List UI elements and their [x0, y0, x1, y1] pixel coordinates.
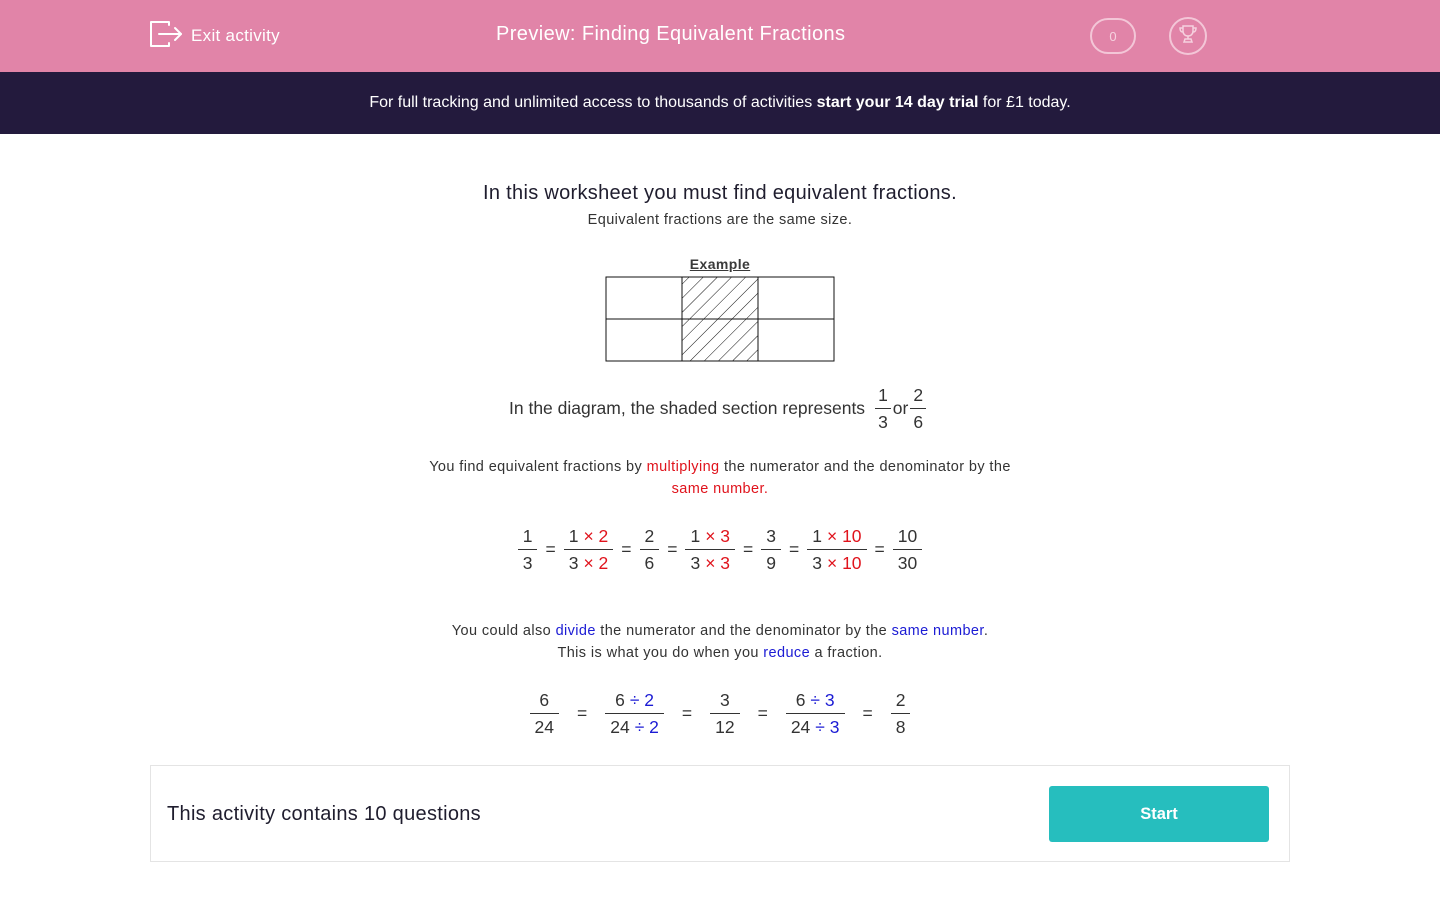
operation: × 10 — [826, 526, 862, 546]
top-bar — [0, 0, 1440, 72]
divide-text-1: You could also — [451, 623, 556, 639]
numerator — [715, 690, 735, 713]
operation: ÷ 2 — [634, 717, 659, 737]
numerator-value: 6 — [539, 690, 550, 710]
exit-icon — [149, 19, 183, 54]
denominator — [605, 713, 664, 737]
numerator-value: 1 — [568, 526, 579, 546]
numerator-value: 3 — [719, 690, 730, 710]
operation: ÷ 3 — [810, 690, 835, 710]
exit-activity-label: Exit activity — [191, 26, 280, 45]
example-grid-diagram — [605, 276, 837, 362]
denominator — [891, 713, 911, 737]
trophy-icon — [1177, 23, 1199, 50]
fraction — [893, 526, 922, 573]
numerator-value: 6 — [615, 690, 625, 710]
multiply-equation — [0, 526, 1440, 573]
intro-title: In this worksheet you must find equivalent fractions. — [483, 182, 957, 204]
fraction — [875, 385, 891, 432]
denominator — [530, 713, 559, 737]
denominator: 6 — [910, 408, 926, 432]
fraction — [685, 526, 735, 573]
intro-subtitle: Equivalent fractions are the same size. — [587, 212, 853, 228]
denominator — [761, 549, 781, 573]
denominator-value: 9 — [766, 553, 777, 573]
numerator-value: 10 — [897, 526, 918, 546]
score-badge: 0 — [1090, 18, 1136, 54]
divide-text-3: . — [983, 623, 989, 639]
denominator — [710, 713, 739, 737]
denominator-value: 12 — [715, 717, 735, 737]
page-title: Preview: Finding Equivalent Fractions — [496, 23, 846, 45]
fraction — [518, 526, 538, 573]
numerator — [791, 690, 840, 713]
question-count-text: This activity contains 10 questions — [167, 803, 481, 825]
equals-sign: = — [874, 539, 885, 559]
equals-sign: = — [757, 703, 768, 723]
trophy-button[interactable] — [1169, 17, 1207, 55]
fraction — [910, 385, 926, 432]
fraction — [807, 526, 866, 573]
divide-text-4: This is what you do when you — [557, 645, 764, 661]
operation: × 10 — [826, 553, 862, 573]
denominator-value: 24 — [790, 717, 811, 737]
numerator-value: 1 — [522, 526, 533, 546]
fraction — [530, 690, 559, 737]
denominator-value: 3 — [522, 553, 533, 573]
example-label: Example — [689, 256, 751, 272]
numerator-value: 1 — [812, 526, 822, 546]
multiply-text-1: You find equivalent fractions by — [429, 459, 647, 475]
numerator — [518, 526, 538, 549]
numerator-value: 6 — [795, 690, 806, 710]
equals-sign: = — [545, 539, 556, 559]
divide-explanation — [0, 620, 1440, 664]
denominator-value: 6 — [644, 553, 655, 573]
multiply-text-2: the numerator and the denominator by the — [719, 459, 1011, 475]
equals-sign: = — [576, 703, 588, 723]
divide-text-5: a fraction. — [810, 645, 883, 661]
denominator — [786, 713, 845, 737]
denominator-value: 8 — [895, 717, 906, 737]
equals-sign: = — [743, 539, 754, 559]
fraction — [761, 526, 781, 573]
divide-equation — [0, 690, 1440, 737]
operation: × 3 — [705, 526, 731, 546]
denominator-value: 3 — [568, 553, 579, 573]
numerator-value: 2 — [644, 526, 655, 546]
promo-banner — [0, 72, 1440, 134]
equals-sign: = — [667, 539, 678, 559]
operation: ÷ 2 — [629, 690, 655, 710]
or-text: or — [892, 397, 909, 418]
denominator-value: 3 — [690, 553, 701, 573]
denominator-value: 30 — [897, 553, 918, 573]
start-trial-link[interactable]: start your 14 day trial — [816, 94, 979, 111]
fraction — [710, 690, 739, 737]
same-number-highlight: same number. — [671, 481, 769, 497]
denominator — [564, 549, 614, 573]
numerator — [685, 526, 735, 549]
fraction — [786, 690, 845, 737]
numerator: 1 — [878, 384, 888, 405]
operation: × 3 — [705, 553, 731, 573]
exit-activity-button[interactable] — [149, 20, 280, 52]
fraction — [564, 526, 614, 573]
promo-text-prefix: For full tracking and unlimited access to thousands of activities — [369, 94, 817, 111]
divide-highlight: divide — [555, 623, 596, 639]
start-button[interactable]: Start — [1049, 786, 1269, 842]
denominator: 3 — [875, 408, 891, 432]
numerator-value: 1 — [690, 526, 701, 546]
divide-text-2: the numerator and the denominator by the — [595, 623, 892, 639]
multiplying-highlight: multiplying — [646, 459, 720, 475]
denominator — [518, 549, 538, 573]
operation: × 2 — [583, 553, 609, 573]
equals-sign: = — [789, 539, 800, 559]
numerator — [640, 526, 660, 549]
diagram-explanation — [509, 384, 927, 432]
fraction — [640, 526, 660, 573]
numerator — [807, 526, 866, 549]
multiply-explanation — [0, 456, 1440, 500]
numerator — [564, 526, 614, 549]
equals-sign: = — [681, 703, 693, 723]
numerator-value: 3 — [766, 526, 777, 546]
promo-text-suffix: for £1 today. — [978, 94, 1071, 111]
numerator — [761, 526, 781, 549]
numerator — [534, 690, 554, 713]
denominator — [893, 549, 922, 573]
numerator: 2 — [913, 384, 924, 405]
same-number-highlight: same number — [891, 623, 984, 639]
denominator — [640, 549, 660, 573]
fraction — [891, 690, 911, 737]
operation: ÷ 3 — [815, 717, 840, 737]
denominator-value: 24 — [534, 717, 554, 737]
denominator — [685, 549, 735, 573]
numerator — [891, 690, 911, 713]
numerator — [610, 690, 659, 713]
reduce-highlight: reduce — [763, 645, 811, 661]
numerator-value: 2 — [895, 690, 906, 710]
equals-sign: = — [862, 703, 873, 723]
numerator — [893, 526, 922, 549]
fraction — [605, 690, 664, 737]
diagram-text: In the diagram, the shaded section represents — [509, 397, 866, 418]
operation: × 2 — [583, 526, 609, 546]
denominator-value: 24 — [610, 717, 630, 737]
equals-sign: = — [621, 539, 632, 559]
denominator — [807, 549, 866, 573]
denominator-value: 3 — [812, 553, 822, 573]
activity-card — [150, 765, 1290, 862]
